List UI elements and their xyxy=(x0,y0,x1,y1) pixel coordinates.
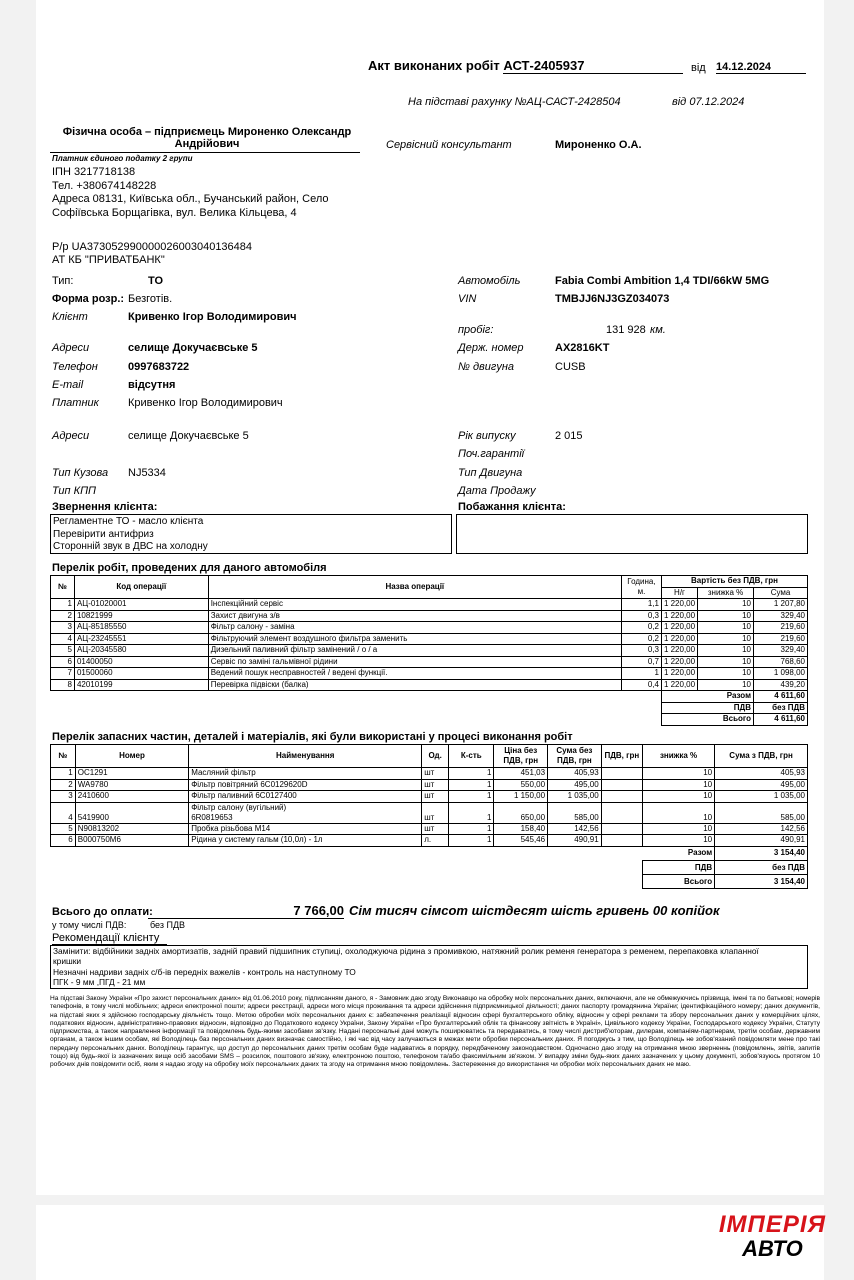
client-request-label: Звернення клієнта: xyxy=(52,501,158,513)
parts-cell-price: 451,03 xyxy=(494,768,548,780)
works-cell-sum: 768,60 xyxy=(754,656,808,668)
vin-label: VIN xyxy=(458,293,477,305)
parts-cell-n: 4 xyxy=(51,802,76,823)
body-type-label: Тип Кузова xyxy=(52,467,109,479)
works-cell-rate: 1 220,00 xyxy=(661,679,697,691)
works-cell-disc: 10 xyxy=(698,668,754,680)
parts-cell-total: 495,00 xyxy=(715,779,808,791)
works-cell-rate: 1 220,00 xyxy=(661,633,697,645)
works-cell-code: АЦ-20345580 xyxy=(74,645,208,657)
works-cell-n: 6 xyxy=(51,656,75,668)
recommendations-label: Рекомендації клієнту xyxy=(52,932,167,945)
parts-cell-name: Фільтр повітряний 6C0129620D xyxy=(189,779,422,791)
works-cell-rate: 1 220,00 xyxy=(661,668,697,680)
works-cell-n: 2 xyxy=(51,610,75,622)
footer-strip xyxy=(36,1205,824,1280)
document-number: АСТ-2405937 xyxy=(503,58,683,74)
engine-number-label: № двигуна xyxy=(458,361,515,373)
payer-address-label: Адреси xyxy=(52,430,90,442)
parts-row xyxy=(51,791,808,803)
parts-cell-disc: 10 xyxy=(642,768,714,780)
works-cell-code: 10821999 xyxy=(74,610,208,622)
parts-row xyxy=(51,835,808,847)
parts-cell-num: WA9780 xyxy=(75,779,188,791)
payment-form-label: Форма розр.: xyxy=(52,293,125,305)
payer-address-value: селище Докучаєвське 5 xyxy=(128,430,249,442)
phone-value: 0997683722 xyxy=(128,361,190,373)
works-cell-disc: 10 xyxy=(698,679,754,691)
client-request-box: Регламентне ТО - масло клієнта Перевірити антифриз Сторонній звук в ДВС на холодну xyxy=(50,514,452,554)
parts-cell-qty: 1 xyxy=(449,791,494,803)
parts-cell-total: 490,91 xyxy=(715,835,808,847)
parts-cell-sum: 490,91 xyxy=(548,835,602,847)
works-cell-hours: 0,2 xyxy=(621,633,661,645)
mileage-unit: км. xyxy=(650,324,666,336)
seller-details: ІПН 3217718138 Тел. +380674148228 Адреса 08131, Київська обл., Бучанський район, Село Софіївська Борщагівка, вул. Велика Кільцева, 4 xyxy=(52,166,329,219)
parts-cell-qty: 1 xyxy=(449,835,494,847)
parts-cell-sum: 1 035,00 xyxy=(548,791,602,803)
parts-cell-n: 1 xyxy=(51,768,76,780)
payer-value: Кривенко Ігор Володимирович xyxy=(128,397,283,409)
works-cell-n: 3 xyxy=(51,622,75,634)
parts-cell-num: B000750M6 xyxy=(75,835,188,847)
parts-cell-vat xyxy=(601,823,642,835)
parts-cell-disc: 10 xyxy=(642,779,714,791)
client-wishes-box xyxy=(456,514,808,554)
parts-name-line: Фільтр салону (вугільний) xyxy=(191,802,287,812)
parts-cell-sum: 585,00 xyxy=(548,802,602,823)
works-cell-disc: 10 xyxy=(698,633,754,645)
parts-cell-vat xyxy=(601,802,642,823)
works-cell-name: Дизельний паливний фільтр замінений / о / а xyxy=(208,645,621,657)
parts-cell-disc: 10 xyxy=(642,835,714,847)
parts-cell-vat xyxy=(601,835,642,847)
vin-value: TMBJJ6NJ3GZ034073 xyxy=(555,293,670,305)
parts-cell-price: 1 150,00 xyxy=(494,791,548,803)
recommendations-box: Замінити: відбійники задніх амортизатів, задній правий підшипник ступиці, охолоджуюча рідина з промивкою, натяжний ролик ременя генератора з ременем, перепаковка клапанної кришки Незначні надриви задніх с/б-ів передніх важелів - контроль на наступному ТО ПГК - 9 мм ,ПГД - 21 мм xyxy=(50,945,808,989)
works-cell-name: Інспекційний сервіс xyxy=(208,599,621,611)
parts-cell-total: 585,00 xyxy=(715,802,808,823)
works-cell-n: 1 xyxy=(51,599,75,611)
parts-cell-sum: 495,00 xyxy=(548,779,602,791)
engine-type-label: Тип Двигуна xyxy=(458,467,523,479)
works-cell-rate: 1 220,00 xyxy=(661,645,697,657)
parts-cell-vat xyxy=(601,768,642,780)
works-cell-disc: 10 xyxy=(698,645,754,657)
works-cell-sum: 219,60 xyxy=(754,633,808,645)
parts-cell-unit: шт xyxy=(422,802,449,823)
parts-cell-num: 2410600 xyxy=(75,791,188,803)
year-label: Рік випуску xyxy=(458,430,516,442)
parts-cell-unit: шт xyxy=(422,768,449,780)
car-label: Автомобіль xyxy=(458,275,521,287)
address-value: селище Докучаєвське 5 xyxy=(128,342,258,354)
date-label: від xyxy=(691,62,706,74)
works-cell-sum: 329,40 xyxy=(754,610,808,622)
parts-cell-disc: 10 xyxy=(642,823,714,835)
works-cell-code: АЦ-23245551 xyxy=(74,633,208,645)
works-row xyxy=(51,656,808,668)
works-cell-name: Сервіс по заміні гальмівної рідини xyxy=(208,656,621,668)
works-cell-rate: 1 220,00 xyxy=(661,656,697,668)
works-cell-n: 4 xyxy=(51,633,75,645)
parts-cell-total: 1 035,00 xyxy=(715,791,808,803)
parts-cell-unit: л. xyxy=(422,835,449,847)
parts-cell-name xyxy=(189,802,422,823)
works-cell-hours: 0,2 xyxy=(621,622,661,634)
basis-text: На підставі рахунку №АЦ-САСТ-2428504 xyxy=(408,96,621,108)
works-cell-name: Ведений пошук несправностей / ведені функції. xyxy=(208,668,621,680)
works-cell-code: 01500060 xyxy=(74,668,208,680)
document-date: 14.12.2024 xyxy=(716,61,806,74)
works-cell-name: Захист двигуна з/в xyxy=(208,610,621,622)
works-cell-name: Фільтруючий элемент воздушного фильтра заменить xyxy=(208,633,621,645)
mileage-label: пробіг: xyxy=(458,324,494,336)
seller-bank: Р/р UA373052990000026003040136484 АТ КБ "ПРИВАТБАНК" xyxy=(52,241,253,266)
works-cell-disc: 10 xyxy=(698,656,754,668)
payment-amount: 7 766,00 xyxy=(148,903,344,919)
email-label: E-mail xyxy=(52,379,84,391)
works-cell-sum: 1 098,00 xyxy=(754,668,808,680)
works-row xyxy=(51,645,808,657)
parts-cell-price: 158,40 xyxy=(494,823,548,835)
works-row xyxy=(51,679,808,691)
body-type-value: NJ5334 xyxy=(128,467,166,479)
works-row xyxy=(51,610,808,622)
works-cell-hours: 1,1 xyxy=(621,599,661,611)
works-cell-rate: 1 220,00 xyxy=(661,610,697,622)
works-cell-rate: 1 220,00 xyxy=(661,599,697,611)
parts-cell-qty: 1 xyxy=(449,779,494,791)
works-cell-disc: 10 xyxy=(698,622,754,634)
seller-tax-group: Платник єдиного податку 2 групи xyxy=(52,154,193,163)
parts-cell-name: Пробка різьбова M14 xyxy=(189,823,422,835)
parts-row xyxy=(51,779,808,791)
works-cell-disc: 10 xyxy=(698,610,754,622)
document-title: Акт виконаних робіт АСТ-2405937 xyxy=(368,58,683,74)
works-cell-hours: 1 xyxy=(621,668,661,680)
seller-name: Фізична особа – підприємець Мироненко Олександр Андрійович xyxy=(62,126,352,150)
works-cell-disc: 10 xyxy=(698,599,754,611)
works-row xyxy=(51,633,808,645)
parts-cell-n: 3 xyxy=(51,791,76,803)
type-value: ТО xyxy=(148,275,164,287)
parts-cell-qty: 1 xyxy=(449,802,494,823)
payer-label: Платник xyxy=(52,397,99,409)
works-cell-n: 5 xyxy=(51,645,75,657)
client-wishes-label: Побажання клієнта: xyxy=(458,501,566,513)
works-cell-n: 7 xyxy=(51,668,75,680)
parts-cell-name: Рідина у систему гальм (10,0л) - 1л xyxy=(189,835,422,847)
parts-row xyxy=(51,768,808,780)
payment-words: Сім тисяч сімсот шістдесят шість гривень 00 копійок xyxy=(349,903,720,918)
payment-vat-value: без ПДВ xyxy=(150,920,186,930)
engine-number-value: CUSB xyxy=(555,361,586,373)
parts-cell-num: 5419900 xyxy=(75,802,188,823)
company-logo: ІМПЕРІЯ АВТО xyxy=(718,1211,826,1261)
client-value: Кривенко Ігор Володимирович xyxy=(128,311,297,323)
works-cell-hours: 0,3 xyxy=(621,610,661,622)
parts-cell-num: OC1291 xyxy=(75,768,188,780)
works-cell-code: АЦ-01020001 xyxy=(74,599,208,611)
parts-cell-num: N90813202 xyxy=(75,823,188,835)
seller-divider xyxy=(50,152,360,153)
parts-cell-sum: 142,56 xyxy=(548,823,602,835)
parts-cell-vat xyxy=(601,791,642,803)
document-sheet xyxy=(36,0,824,1195)
works-cell-code: АЦ-85185550 xyxy=(74,622,208,634)
works-row xyxy=(51,599,808,611)
parts-cell-disc: 10 xyxy=(642,802,714,823)
parts-row xyxy=(51,802,808,823)
parts-name-line: 6R0819653 xyxy=(191,812,233,822)
works-cell-sum: 329,40 xyxy=(754,645,808,657)
parts-cell-qty: 1 xyxy=(449,823,494,835)
parts-row xyxy=(51,823,808,835)
payment-form-value: Безготів. xyxy=(128,293,173,305)
phone-label: Телефон xyxy=(52,361,98,373)
parts-cell-disc: 10 xyxy=(642,791,714,803)
parts-cell-price: 550,00 xyxy=(494,779,548,791)
gearbox-label: Тип КПП xyxy=(52,485,97,497)
type-label: Тип: xyxy=(52,275,74,287)
personal-data-consent: На підставі Закону України «Про захист персональних даних» від 01.06.2010 року, підписанням даного, я - Замовник даю згоду Виконавцю на обробку моїх персональних даних, включаючи, але не обмежуючись прізвища, імені та по батькові; номерів телефонів, в тому числі мобільних; адреси електронної пошти; адреси реєстрації, адреси мого місця проживання та адреси здійснення підприємницької діяльності; даних паспорту громадянина України; ідентифікаційного номеру; даних документів, на підставі яких я здійснюю господарську діяльність тощо. Метою обробки моїх персональних даних є: забезпечення реалізації відносин сфері бухгалтерського обліку, відносин у сфері реклами та збору персональних даних у комерційних цілях, податкових відносин, адміністративно-правових відносин, відповідно до Податкового кодексу України, Закону України «Про бухгалтерський облік та фінансову звітність в Україні», Цивільного кодексу України, Господарського кодексу України, Статуту підприємства, а також направлення інформації та повідомлень будь-якими засобами зв'язку. Надані персональні дані можуть поширюватись та передаватись, в тому числі дистриб'юторам, дилерам, компаніям-партнерам, третім особам, державним органам, а також іншим особам, які Володілець баз персональних даних визначає самостійно, і які час від часу залучаються в межах мети обробки персональних даних. Я погоджусь з тим, що Володілець не зобов'язаний повідомляти мене про такі передачу персональних даних. Володілець гарантує, що доступ до персональних даних третім особам буде надаватись в порядку, передбаченому законодавством. Одночасно даю згоду на отримання мною зверненнь (повідомлень, звітів, запитів тощо) від будь-якої із зазначених вище осіб засобами SMS – розсилок, поштового зв'язку, електронною поштою, телефоном та/або факсимільним зв'язком. У випадку зміни будь-яких даних зазначених у цьому документі, зобов'язуюсь протягом 10 робочих днів повідомити осіб, яким я надаю згоду на обробку моїх персональних даних та згоду на отримання мною повідомлень. Застереження до використання чи обробки моїх персональних даних не маю. xyxy=(50,995,820,1069)
parts-cell-n: 5 xyxy=(51,823,76,835)
sale-date-label: Дата Продажу xyxy=(458,485,536,497)
works-title: Перелік робіт, проведених для даного автомобіля xyxy=(52,562,327,574)
works-cell-n: 8 xyxy=(51,679,75,691)
works-cell-sum: 219,60 xyxy=(754,622,808,634)
consultant-name: Мироненко О.А. xyxy=(555,139,642,151)
parts-cell-name: Масляний фільтр xyxy=(189,768,422,780)
works-cell-sum: 439,20 xyxy=(754,679,808,691)
works-cell-hours: 0,4 xyxy=(621,679,661,691)
works-cell-name: Перевірка підвіски (балка) xyxy=(208,679,621,691)
works-cell-name: Фільтр салону - заміна xyxy=(208,622,621,634)
parts-cell-vat xyxy=(601,779,642,791)
works-row xyxy=(51,622,808,634)
works-cell-rate: 1 220,00 xyxy=(661,622,697,634)
parts-cell-price: 545,46 xyxy=(494,835,548,847)
basis-date: від 07.12.2024 xyxy=(672,96,745,108)
mileage-value: 131 928 xyxy=(606,324,646,336)
consultant-label: Сервісний консультант xyxy=(386,139,512,151)
parts-cell-unit: шт xyxy=(422,791,449,803)
address-label: Адреси xyxy=(52,342,90,354)
works-cell-sum: 1 207,80 xyxy=(754,599,808,611)
plate-label: Держ. номер xyxy=(458,342,524,354)
parts-cell-price: 650,00 xyxy=(494,802,548,823)
works-table: № Код операції Назва операції Година, м. Вартість без ПДВ, грн Н/г знижка % Сума 1 АЦ-01020001 Інспекційний сервіс 1,1 1 220,00 10 1 207,80 2 10821999 Захист двигуна з/в 0,3 1 220,00 10 329,40 3 АЦ-85185550 Фільтр салону - заміна 0,2 1 220,00 10 219,60 4 АЦ-23245551 Фільтруючий элемент воздушного фильтра заменить 0,2 1 220,00 10 219,60 5 АЦ-20345580 Дизельний паливний фільтр замінений / о / а 0,3 1 220,00 10 329,40 6 01400050 Сервіс по заміні гальмівної рідини 0,7 1 220,00 10 768,60 7 01500060 Ведений пошук несправностей / ведені функції. 1 1 220,00 10 1 098,00 8 42010199 Перевірка підвіски (балка) 0,4 1 220,00 10 439,20 Разом 4 611,60 ПДВ без ПДВ Всього 4 611,60 xyxy=(50,575,808,726)
parts-cell-n: 2 xyxy=(51,779,76,791)
works-cell-code: 42010199 xyxy=(74,679,208,691)
year-value: 2 015 xyxy=(555,430,583,442)
parts-table: № Номер Найменування Од. К-сть Ціна без ПДВ, грн Сума без ПДВ, грн ПДВ, грн знижка % Сума з ПДВ, грн 1 OC1291 Масляний фільтр шт 1 451,03 405,93 10 405,93 2 WA9780 Фільтр повітряний 6C0129620D шт 1 550,00 495,00 10 495,00 3 2410600 Фільтр паливний 6C0127400 шт 1 1 150,00 1 035,00 10 1 035,00 4 5419900 Фільтр салону (вугільний) 6R0819653 шт 1 650,00 585,00 10 585,00 5 N90813202 Пробка різьбова M14 шт 1 158,40 142,56 10 142,56 6 B000750M6 Рідина у систему гальм (10,0л) - 1л л. 1 545,46 490,91 10 490,91 Разом 3 154,40 ПДВ без ПДВ Всього 3 154,40 xyxy=(50,744,808,889)
works-cell-hours: 0,7 xyxy=(621,656,661,668)
works-cell-code: 01400050 xyxy=(74,656,208,668)
parts-cell-name: Фільтр паливний 6C0127400 xyxy=(189,791,422,803)
parts-cell-sum: 405,93 xyxy=(548,768,602,780)
parts-title: Перелік запасних частин, деталей і матеріалів, які були використані у процесі виконання робіт xyxy=(52,731,573,743)
email-value: відсутня xyxy=(128,379,176,391)
payment-label: Всього до оплати: xyxy=(52,906,153,918)
warranty-label: Поч.гарантії xyxy=(458,448,525,460)
payment-vat-label: у тому числі ПДВ: xyxy=(52,920,127,930)
works-cell-hours: 0,3 xyxy=(621,645,661,657)
works-row xyxy=(51,668,808,680)
parts-cell-unit: шт xyxy=(422,779,449,791)
parts-cell-unit: шт xyxy=(422,823,449,835)
plate-value: AX2816KT xyxy=(555,342,610,354)
parts-cell-qty: 1 xyxy=(449,768,494,780)
parts-cell-n: 6 xyxy=(51,835,76,847)
car-value: Fabia Combi Ambition 1,4 TDI/66kW 5MG xyxy=(555,275,770,287)
parts-cell-total: 142,56 xyxy=(715,823,808,835)
parts-cell-total: 405,93 xyxy=(715,768,808,780)
client-label: Клієнт xyxy=(52,311,88,323)
